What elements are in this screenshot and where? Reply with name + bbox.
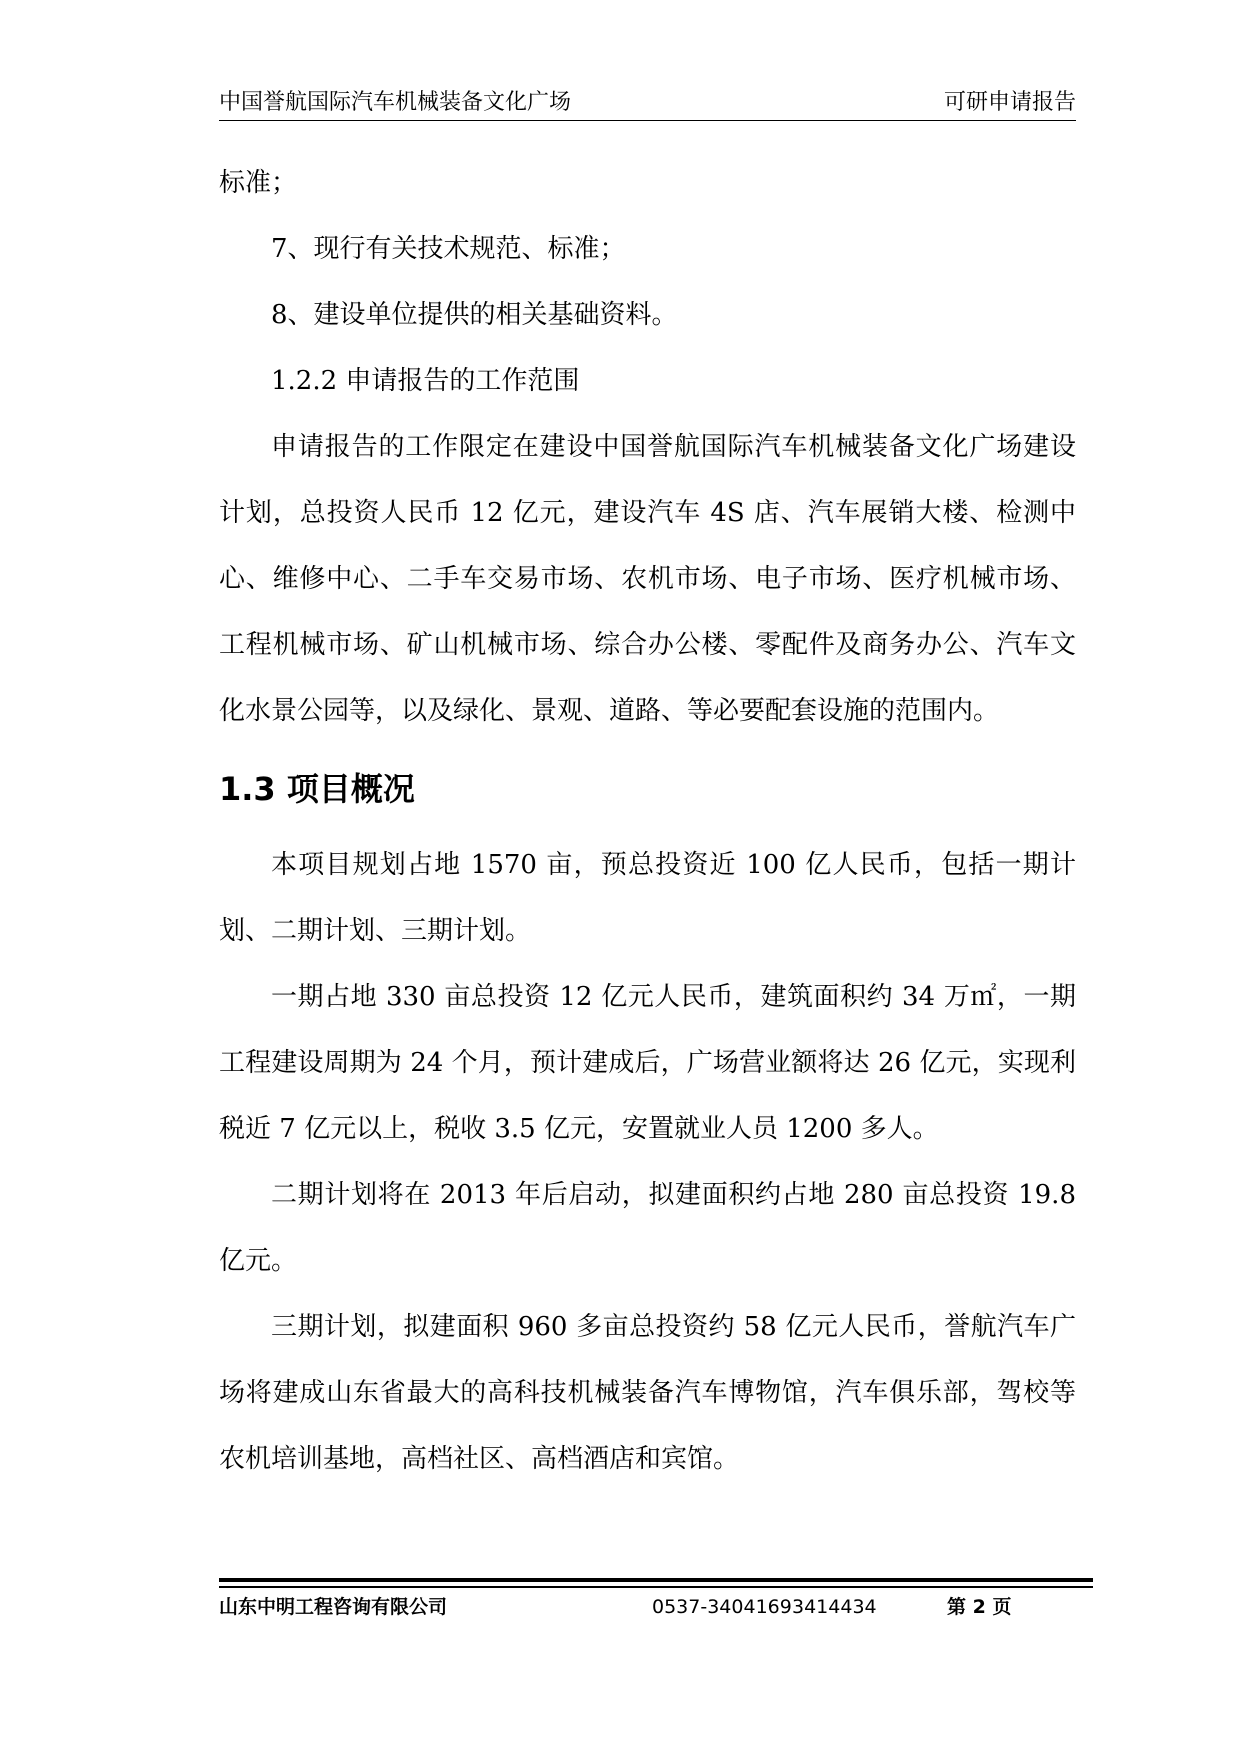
paragraph-scope: 申请报告的工作限定在建设中国誉航国际汽车机械装备文化广场建设计划，总投资人民币 12 亿元，建设汽车 4S 店、汽车展销大楼、检测中心、维修中心、二手车交易市场、农机市场、电子市场、医疗机械市场、工程机械市场、矿山机械市场、综合办公楼、零配件及商务办公、汽车文化水景公园等，以及绿化、景观、道路、等必要配套设施的范围内。	[219, 432, 1076, 726]
footer-phone-primary: 0537-3404169	[652, 1596, 792, 1618]
footer-rule-thick	[219, 1578, 1093, 1582]
section-heading: 1.3 项目概况	[219, 770, 415, 808]
list-item-8: 8、建设单位提供的相关基础资料。	[271, 300, 678, 330]
footer-rule-thin	[219, 1586, 1093, 1588]
footer-company: 山东中明工程咨询有限公司	[219, 1596, 448, 1618]
paragraph-continuation: 标准；	[219, 168, 298, 198]
paragraph-overview: 本项目规划占地 1570 亩，预总投资近 100 亿人民币，包括一期计划、二期计划、三期计划。	[219, 850, 1076, 946]
paragraph-phase-two: 二期计划将在 2013 年后启动，拟建面积约占地 280 亩总投资 19.8 亿元。	[219, 1180, 1076, 1276]
footer-page-number: 第 2 页	[947, 1596, 1012, 1618]
paragraph-phase-one: 一期占地 330 亩总投资 12 亿元人民币，建筑面积约 34 万㎡，一期工程建设周期为 24 个月，预计建成后，广场营业额将达 26 亿元，实现利税近 7 亿元以上，税收 3.5 亿元，安置就业人员 1200 多人。	[219, 982, 1076, 1144]
list-item-7: 7、现行有关技术规范、标准；	[271, 234, 626, 264]
document-body	[219, 150, 1076, 1492]
paragraph-phase-three: 三期计划，拟建面积 960 多亩总投资约 58 亿元人民币，誉航汽车广场将建成山东省最大的高科技机械装备汽车博物馆，汽车俱乐部，驾校等农机培训基地，高档社区、高档酒店和宾馆。	[219, 1312, 1076, 1474]
subsection-heading: 1.2.2 申请报告的工作范围	[271, 366, 580, 396]
header-document-title: 中国誉航国际汽车机械装备文化广场	[219, 90, 572, 115]
page-footer	[219, 1592, 1093, 1622]
footer-phone-secondary: 3414434	[792, 1596, 877, 1618]
page-header	[219, 86, 1076, 121]
header-report-type: 可研申请报告	[943, 90, 1076, 115]
